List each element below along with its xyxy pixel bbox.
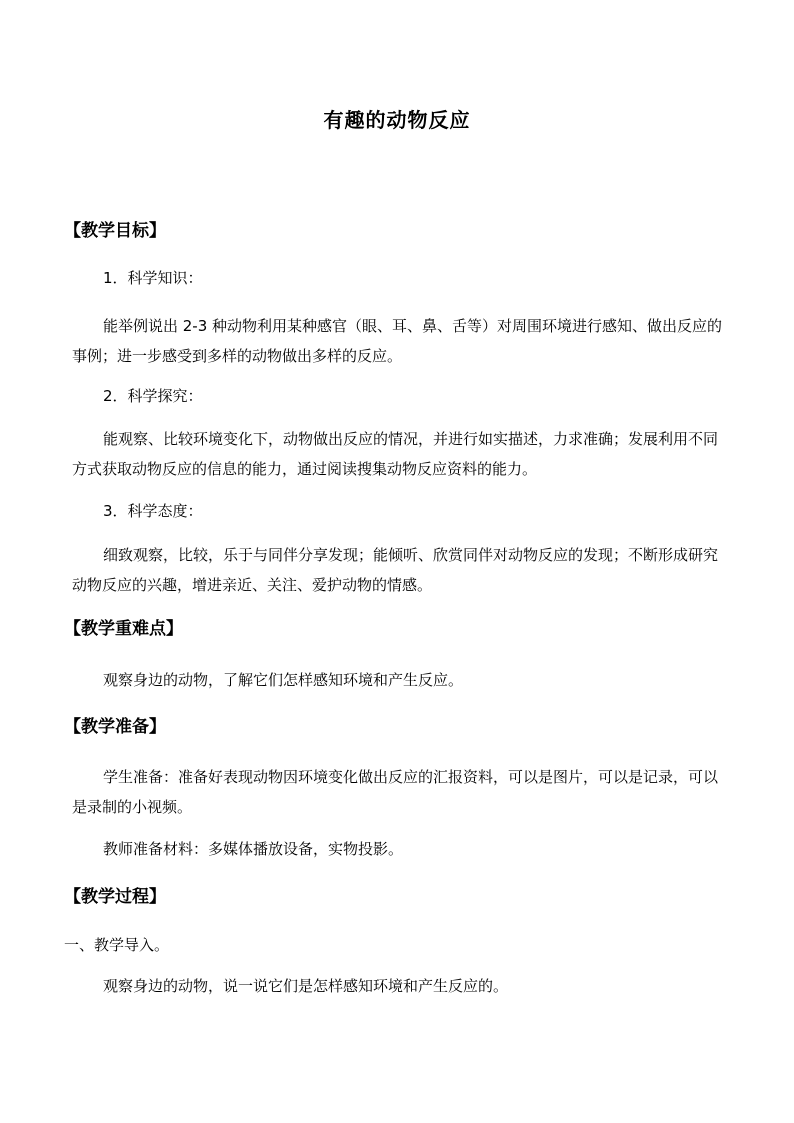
inquiry-label: 2．科学探究： (103, 387, 203, 405)
heading-teaching-goals: 【教学目标】 (64, 221, 166, 241)
step-one-label: 一、教学导入。 (64, 936, 170, 954)
teacher-preparation-paragraph: 教师准备材料：多媒体播放设备，实物投影。 (103, 840, 404, 858)
heading-teaching-process: 【教学过程】 (64, 887, 166, 907)
key-points-paragraph: 观察身边的动物，了解它们怎样感知环境和产生反应。 (103, 671, 464, 689)
step-one-paragraph: 观察身边的动物，说一说它们是怎样感知环境和产生反应的。 (103, 977, 509, 995)
attitude-paragraph: 细致观察，比较，乐于与同伴分享发现；能倾听、欣赏同伴对动物反应的发现；不断形成研究动物反应的兴趣，增进亲近、关注、爱护动物的情感。 (72, 546, 719, 594)
knowledge-label: 1．科学知识： (103, 269, 203, 287)
heading-key-points: 【教学重难点】 (64, 619, 183, 639)
attitude-label: 3．科学态度： (103, 502, 203, 520)
student-preparation-paragraph: 学生准备：准备好表现动物因环境变化做出反应的汇报资料，可以是图片，可以是记录，可以是录制的小视频。 (72, 768, 719, 816)
knowledge-paragraph: 能举例说出 2-3 种动物利用某种感官（眼、耳、鼻、舌等）对周围环境进行感知、做出反应的事例；进一步感受到多样的动物做出多样的反应。 (72, 317, 723, 365)
document-title: 有趣的动物反应 (323, 108, 471, 132)
inquiry-paragraph: 能观察、比较环境变化下，动物做出反应的情况，并进行如实描述，力求准确；发展利用不同方式获取动物反应的信息的能力，通过阅读搜集动物反应资料的能力。 (72, 430, 719, 478)
heading-preparation: 【教学准备】 (64, 717, 166, 737)
